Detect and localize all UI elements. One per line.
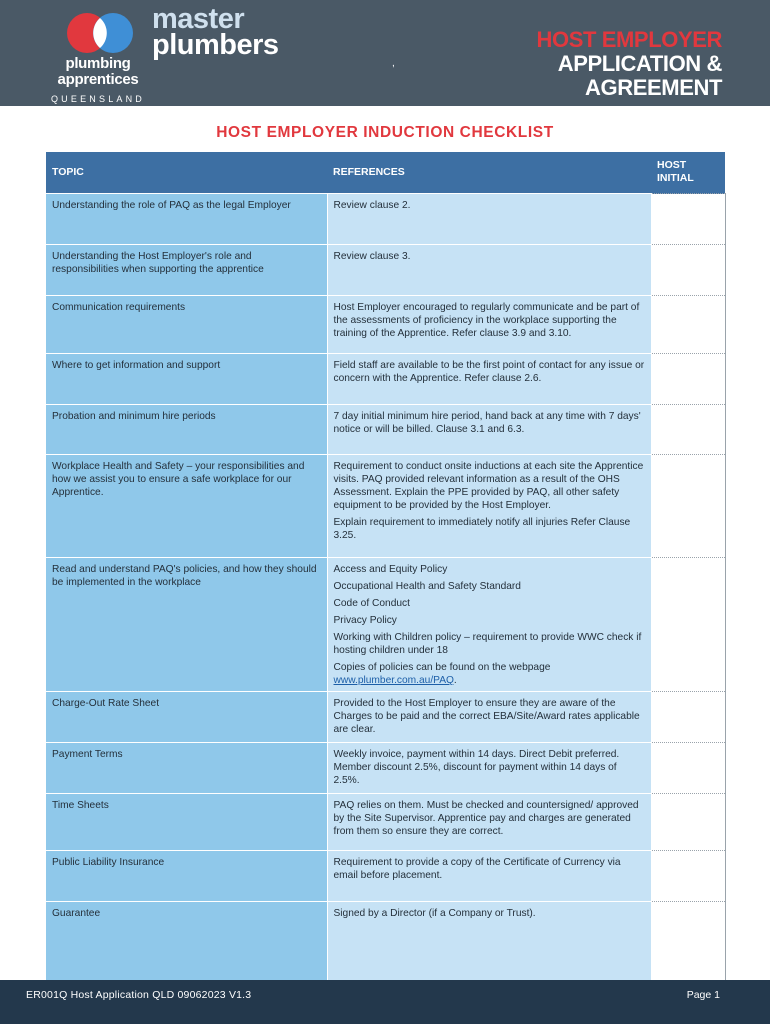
table-row [46,558,725,692]
table-row [46,296,725,354]
host-initial-line2: INITIAL [657,172,694,184]
reference-text: Review clause 2. [333,200,411,211]
host-initial-field[interactable] [651,455,725,558]
reference-text: Field staff are available to be the first point of contact for any issue or concern with the Apprentice. Refer clause 2.6. [333,360,645,384]
page-footer [0,980,770,1024]
reference-text: 7 day initial minimum hire period, hand back at any time with 7 days' notice or will be billed. Clause 3.1 and 6.3. [333,411,641,435]
host-initial-line1: HOST [657,159,687,171]
topic-cell: Read and understand PAQ's policies, and how they should be implemented in the workplace [46,558,327,692]
policy-item: Working with Children policy – requirement to provide WWC check if hosting children under 18 [333,632,642,656]
references-cell [327,194,651,245]
logo-master-line1: master [152,3,245,35]
references-cell [327,296,651,354]
column-header-host-initial [651,152,725,194]
table-row [46,743,725,794]
title-line3: AGREEMENT [585,75,722,100]
reference-text: Host Employer encouraged to regularly communicate and be part of the assessments of proficiency in the workplace supporting the training of the Apprentice. Refer clause 3.9 and 3.10. [333,302,640,339]
paq-logo-text [48,56,148,107]
table-row [46,851,725,902]
host-initial-field[interactable] [651,245,725,296]
topic-cell: Communication requirements [46,296,327,354]
host-initial-field[interactable] [651,794,725,851]
topic-cell: Time Sheets [46,794,327,851]
page-header [0,0,770,106]
logo-paq-line1: plumbing [65,55,131,72]
reference-text: Requirement to conduct onsite inductions at each site the Apprentice visits. PAQ provided relevant information as a result of the OHS Assessment. Explain the PPE provided by PAQ, all other safety equipment to be provided by the Host Employer. [333,461,644,511]
paq-logo-icon [66,12,134,54]
logo-paq-line3: QUEENSLAND [50,94,145,104]
policy-item: Occupational Health and Safety Standard [333,581,521,592]
topic-cell: Understanding the role of PAQ as the legal Employer [46,194,327,245]
references-cell [327,692,651,743]
section-title: HOST EMPLOYER INDUCTION CHECKLIST [216,124,554,141]
host-initial-field[interactable] [651,405,725,455]
table-row [46,692,725,743]
stray-mark: , [392,58,395,69]
references-cell [327,851,651,902]
reference-text: Review clause 3. [333,251,411,262]
table-row [46,194,725,245]
title-line2: APPLICATION & [557,51,722,76]
paq-webpage-link[interactable]: www.plumber.com.au/PAQ [333,675,454,686]
policy-item: Privacy Policy [333,615,397,626]
policy-note: Copies of policies can be found on the webpage [333,662,551,673]
policy-link-line: www.plumber.com.au/PAQ. [333,675,457,686]
logo-master-line2: plumbers [152,29,279,61]
host-initial-field[interactable] [651,296,725,354]
references-cell [327,245,651,296]
references-cell [327,405,651,455]
host-initial-field[interactable] [651,558,725,692]
table-row [46,455,725,558]
topic-cell: Where to get information and support [46,354,327,405]
reference-text: Explain requirement to immediately notify all injuries Refer Clause 3.25. [333,517,631,541]
page-number: Page 1 [686,989,720,1001]
table-row [46,354,725,405]
host-initial-field[interactable] [651,194,725,245]
topic-cell: Guarantee [46,902,327,990]
reference-text: Requirement to provide a copy of the Certificate of Currency via email before placement. [333,857,621,881]
topic-cell: Payment Terms [46,743,327,794]
reference-text: Signed by a Director (if a Company or Trust). [333,908,536,919]
topic-cell: Charge-Out Rate Sheet [46,692,327,743]
title-line1: HOST EMPLOYER [536,27,722,52]
policy-item: Access and Equity Policy [333,564,448,575]
policy-item: Code of Conduct [333,598,410,609]
host-initial-field[interactable] [651,354,725,405]
topic-cell: Public Liability Insurance [46,851,327,902]
host-initial-field[interactable] [651,902,725,990]
references-cell [327,455,651,558]
induction-checklist-table [46,152,726,990]
host-initial-field[interactable] [651,692,725,743]
document-code: ER001Q Host Application QLD 09062023 V1.3 [26,989,252,1001]
reference-text: Provided to the Host Employer to ensure they are aware of the Charges to be paid and the correct EBA/Site/Award rates applicable are clear. [333,698,640,735]
document-title [537,28,723,100]
table-row [46,245,725,296]
references-cell [327,902,651,990]
column-header-references: REFERENCES [327,152,651,194]
table-row [46,405,725,455]
reference-text: Weekly invoice, payment within 14 days. Direct Debit preferred. Member discount 2.5%, discount for payment within 14 days of 2.5%. [333,749,620,786]
references-cell [327,558,651,692]
references-cell [327,794,651,851]
table-row [46,794,725,851]
topic-cell: Understanding the Host Employer's role and responsibilities when supporting the apprentice [46,245,327,296]
table-row [46,902,725,990]
topic-cell: Workplace Health and Safety – your responsibilities and how we assist you to ensure a safe workplace for our Apprentice. [46,455,327,558]
topic-cell: Probation and minimum hire periods [46,405,327,455]
references-cell [327,743,651,794]
host-initial-field[interactable] [651,743,725,794]
table-header-row [46,152,725,194]
logo-paq-line2: apprentices [57,71,139,88]
reference-text: PAQ relies on them. Must be checked and countersigned/ approved by the Site Supervisor. Apprentice pay and charges are generated from them so ensure they are correct. [333,800,639,837]
column-header-topic: TOPIC [46,152,327,194]
master-plumbers-logo [152,3,279,61]
references-cell [327,354,651,405]
host-initial-field[interactable] [651,851,725,902]
